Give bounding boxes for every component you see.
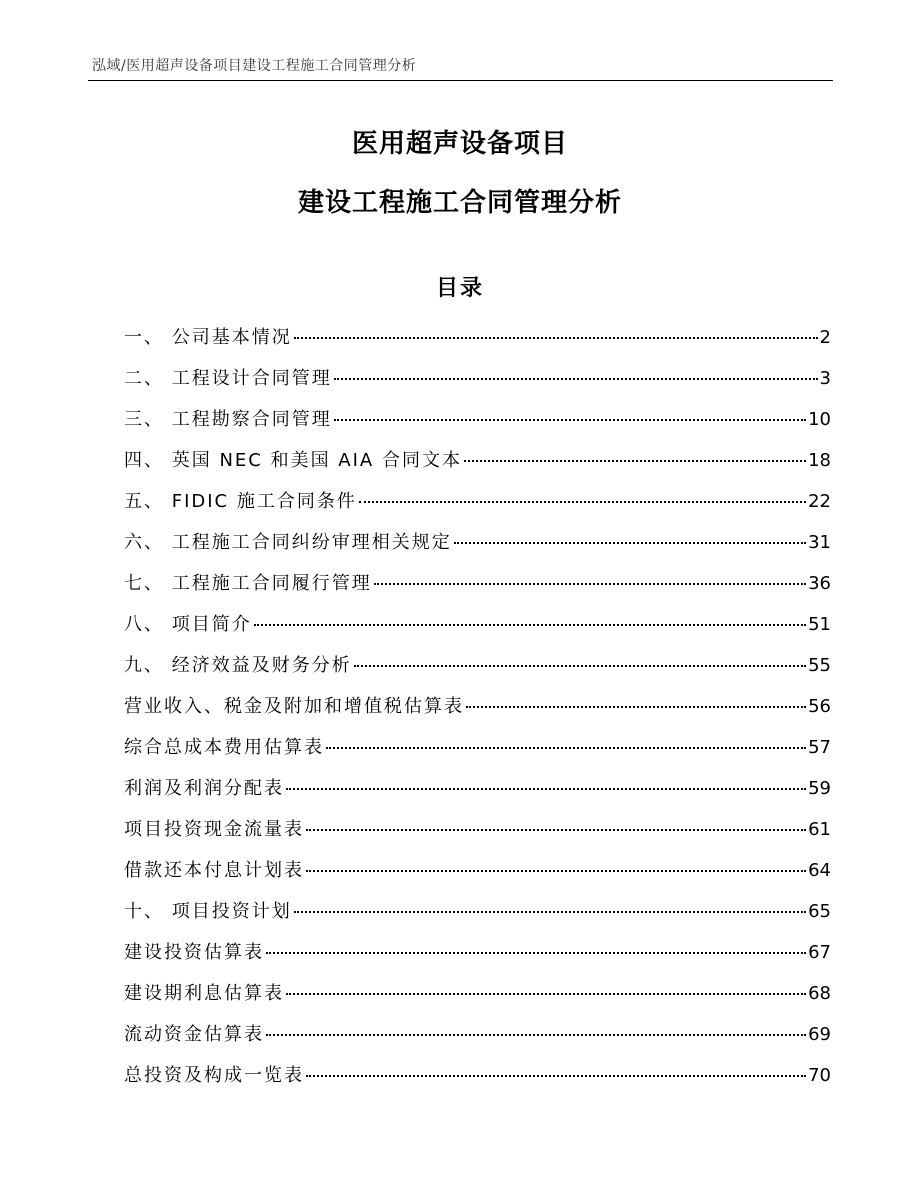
document-title-line-2: 建设工程施工合同管理分析 [297, 188, 622, 218]
toc-entry-label: 利润及利润分配表 [124, 778, 284, 799]
dot-leader [294, 337, 818, 339]
toc-entry-label: 四、 英国 NEC 和美国 AIA 合同文本 [124, 450, 462, 471]
toc-entry[interactable] [124, 365, 831, 406]
toc-entry-page: 61 [808, 819, 831, 840]
dot-leader [294, 911, 806, 913]
toc-entry[interactable] [124, 324, 831, 365]
dot-leader [254, 624, 806, 626]
dot-leader [359, 501, 806, 503]
dot-leader [306, 829, 806, 831]
toc-entry-page: 57 [808, 737, 831, 758]
toc-entry-label: 八、 项目简介 [124, 614, 252, 635]
toc-entry-page: 2 [819, 327, 831, 348]
dot-leader [326, 747, 806, 749]
toc-entry[interactable] [124, 980, 831, 1021]
dot-leader [286, 993, 806, 995]
toc-entry-page: 70 [808, 1065, 831, 1086]
toc-entry[interactable] [124, 611, 831, 652]
toc-heading: 目录 [435, 276, 484, 301]
toc-entry-page: 68 [808, 983, 831, 1004]
dot-leader [464, 460, 806, 462]
dot-leader [466, 706, 806, 708]
toc-entry-page: 55 [808, 655, 831, 676]
toc-entry-label: 七、 工程施工合同履行管理 [124, 573, 372, 594]
toc-entry[interactable] [124, 775, 831, 816]
toc-entry-label: 九、 经济效益及财务分析 [124, 655, 352, 676]
dot-leader [306, 1075, 806, 1077]
toc-entry-page: 69 [808, 1024, 831, 1045]
dot-leader [334, 378, 818, 380]
toc-entry[interactable] [124, 570, 831, 611]
toc-entry[interactable] [124, 488, 831, 529]
toc-entry-page: 59 [808, 778, 831, 799]
dot-leader [334, 419, 806, 421]
toc-entry-label: 建设投资估算表 [124, 942, 264, 963]
toc-entry-page: 67 [808, 942, 831, 963]
toc-entry-page: 10 [808, 409, 831, 430]
toc-entry-label: 借款还本付息计划表 [124, 860, 304, 881]
dot-leader [286, 788, 806, 790]
dot-leader [266, 952, 806, 954]
toc-entry[interactable] [124, 447, 831, 488]
toc-entry-label: 五、 FIDIC 施工合同条件 [124, 491, 357, 512]
toc-entry-page: 36 [808, 573, 831, 594]
toc-entry[interactable] [124, 857, 831, 898]
toc-entry[interactable] [124, 652, 831, 693]
toc-entry-label: 建设期利息估算表 [124, 983, 284, 1004]
toc-entry-page: 64 [808, 860, 831, 881]
toc-entry-label: 综合总成本费用估算表 [124, 737, 324, 758]
toc-entry[interactable] [124, 939, 831, 980]
toc-entry-page: 56 [808, 696, 831, 717]
toc-entry-label: 总投资及构成一览表 [124, 1065, 304, 1086]
toc-entry[interactable] [124, 816, 831, 857]
toc-entry[interactable] [124, 693, 831, 734]
dot-leader [354, 665, 806, 667]
toc-entry-page: 31 [808, 532, 831, 553]
toc-entry[interactable] [124, 1021, 831, 1062]
toc-entry-label: 项目投资现金流量表 [124, 819, 304, 840]
dot-leader [374, 583, 806, 585]
toc-entry-page: 3 [819, 368, 831, 389]
toc-entry[interactable] [124, 406, 831, 447]
running-header: 泓域/医用超声设备项目建设工程施工合同管理分析 [92, 58, 417, 74]
toc-entry-label: 二、 工程设计合同管理 [124, 368, 332, 389]
table-of-contents [124, 324, 831, 1103]
toc-entry-label: 六、 工程施工合同纠纷审理相关规定 [124, 532, 452, 553]
dot-leader [306, 870, 806, 872]
toc-entry-label: 一、 公司基本情况 [124, 327, 292, 348]
toc-entry-page: 18 [808, 450, 831, 471]
toc-entry[interactable] [124, 1062, 831, 1103]
toc-entry-page: 51 [808, 614, 831, 635]
toc-entry[interactable] [124, 734, 831, 775]
toc-entry-label: 流动资金估算表 [124, 1024, 264, 1045]
toc-entry-label: 营业收入、税金及附加和增值税估算表 [124, 696, 464, 717]
toc-entry[interactable] [124, 898, 831, 939]
toc-entry-page: 65 [808, 901, 831, 922]
toc-entry-label: 三、 工程勘察合同管理 [124, 409, 332, 430]
document-title-line-1: 医用超声设备项目 [351, 129, 568, 159]
header-rule [88, 80, 833, 81]
dot-leader [266, 1034, 806, 1036]
toc-entry-label: 十、 项目投资计划 [124, 901, 292, 922]
toc-entry-page: 22 [808, 491, 831, 512]
toc-entry[interactable] [124, 529, 831, 570]
dot-leader [454, 542, 806, 544]
